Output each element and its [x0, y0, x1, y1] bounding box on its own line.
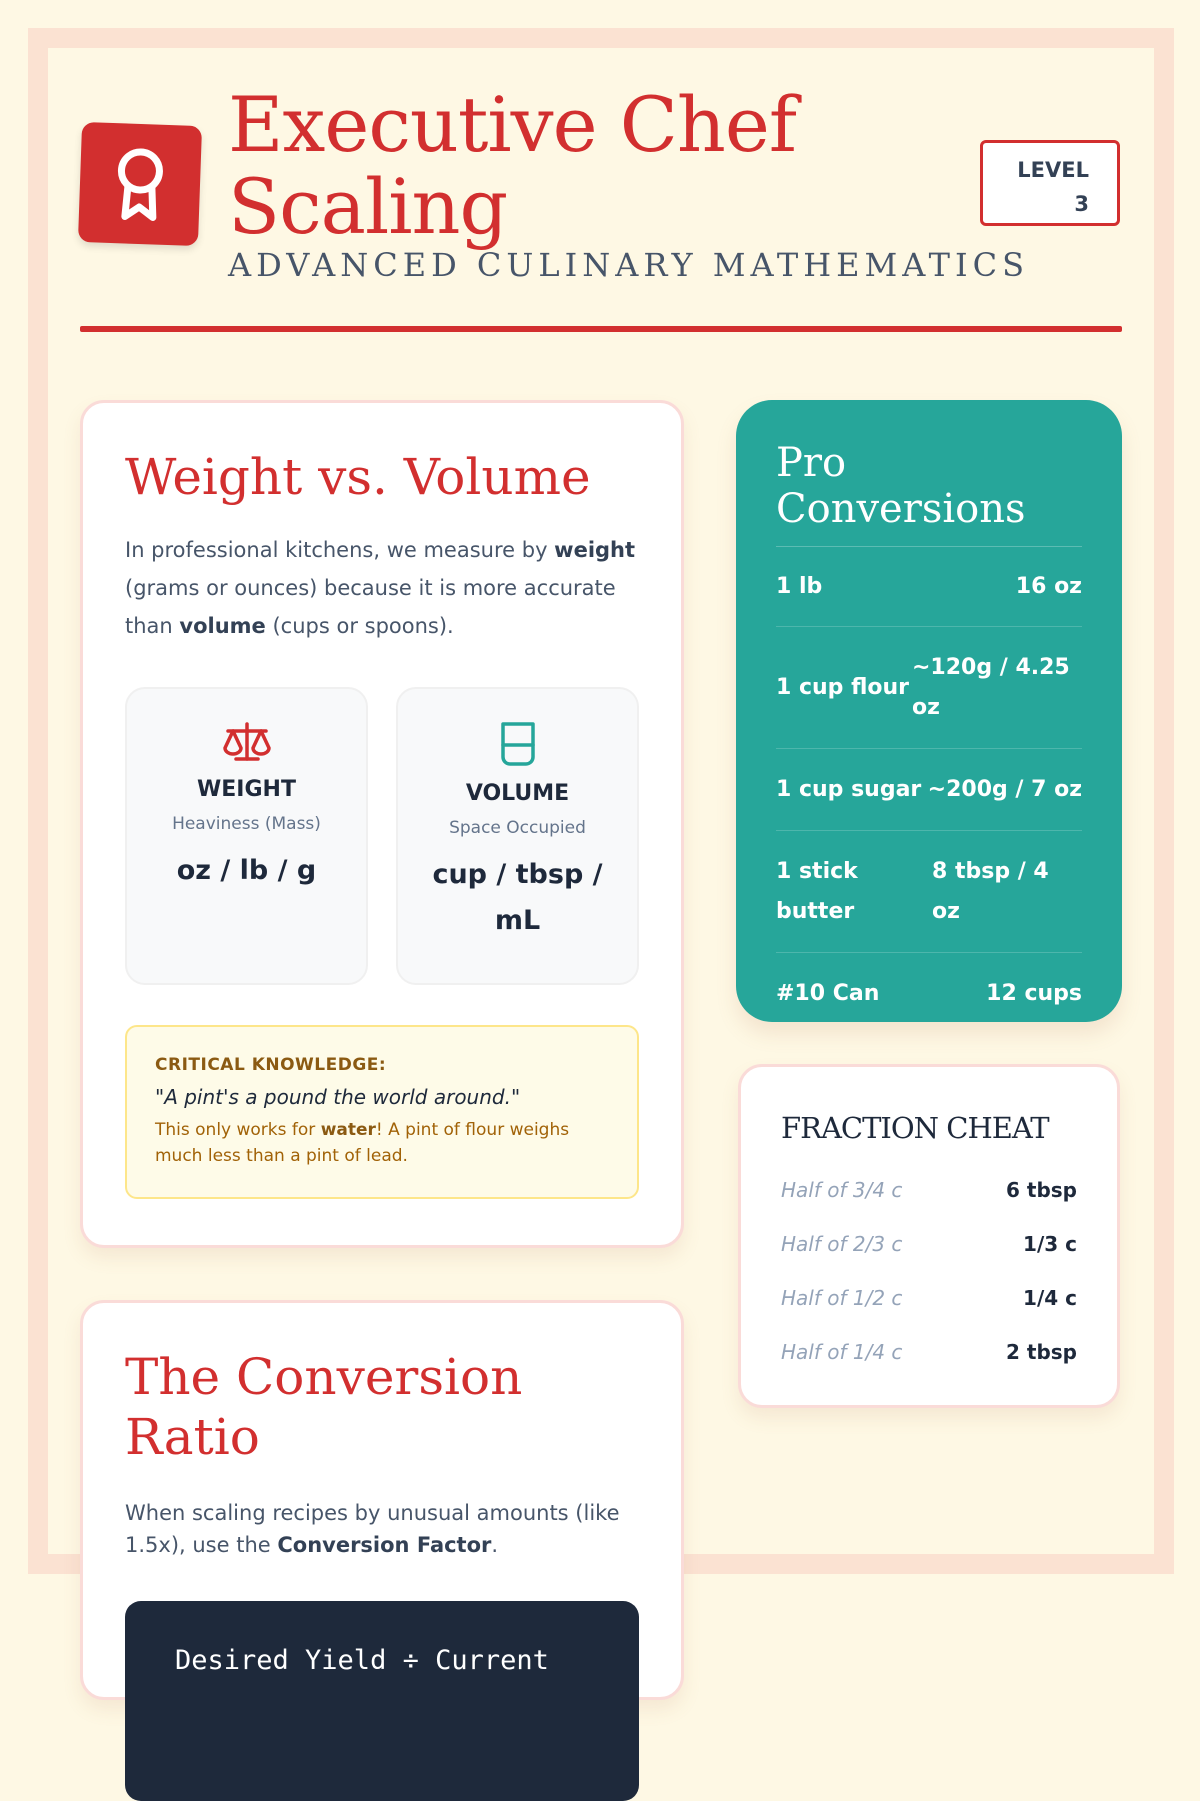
weight-volume-intro: In professional kitchens, we measure by weight (grams or ounces) because it is more accurate than volume (cups or spoons).: [125, 538, 636, 638]
weight-desc: Heaviness (Mass): [172, 814, 321, 834]
weight-panel: [125, 687, 368, 985]
conversion-row: 1 cup flour ~120g / 4.25 oz: [776, 627, 1082, 749]
page-title: Executive Chef Scaling: [228, 80, 796, 251]
pro-conversions-title: Pro Conversions: [776, 440, 1082, 547]
volume-name: VOLUME: [465, 781, 570, 806]
fraction-row: Half of 1/4 c 2 tbsp: [781, 1340, 1077, 1364]
conversion-ratio-title: The Conversion Ratio: [125, 1348, 523, 1466]
conversion-row: 1 cup sugar ~200g / 7 oz: [776, 749, 1082, 831]
fraction-cheat-card: [738, 1064, 1120, 1408]
scale-icon: [222, 721, 272, 763]
conversion-ratio-text: When scaling recipes by unusual amounts (like 1.5x), use the Conversion Factor.: [125, 1501, 620, 1557]
callout-quote: "A pint's a pound the world around.": [155, 1085, 521, 1109]
volume-units: cup / tbsp / mL: [432, 859, 603, 936]
callout-heading: CRITICAL KNOWLEDGE:: [155, 1055, 387, 1075]
measure-compare: [125, 687, 639, 985]
volume-panel: [396, 687, 639, 985]
conversion-row: 1 lb 16 oz: [776, 547, 1082, 627]
callout-note: This only works for water! A pint of flour weighs much less than a pint of lead.: [155, 1120, 570, 1166]
beaker-icon: [496, 721, 540, 767]
level-label: LEVEL: [1017, 158, 1089, 182]
volume-desc: Space Occupied: [449, 818, 586, 838]
fraction-row: Half of 2/3 c 1/3 c: [781, 1232, 1077, 1256]
conversion-row: 1 stick butter 8 tbsp / 4 oz: [776, 831, 1082, 953]
formula-text: Desired Yield ÷ Current: [175, 1645, 549, 1676]
fraction-cheat-title: FRACTION CHEAT: [781, 1111, 1049, 1145]
critical-knowledge-callout: [125, 1025, 639, 1199]
header-divider: [80, 326, 1122, 332]
weight-units: oz / lb / g: [176, 855, 317, 886]
formula-box: [125, 1601, 639, 1801]
award-ribbon-icon: [111, 144, 170, 224]
logo-badge: [78, 122, 202, 246]
pro-conversions-card: [736, 400, 1122, 1022]
weight-name: WEIGHT: [197, 777, 296, 802]
conversion-row: #10 Can 12 cups: [776, 981, 1082, 1006]
page-subtitle: ADVANCED CULINARY MATHEMATICS: [228, 246, 1030, 284]
level-value: 3: [1074, 192, 1089, 216]
conversion-ratio-card: [80, 1300, 684, 1700]
fraction-row: Half of 1/2 c 1/4 c: [781, 1286, 1077, 1310]
fraction-row: Half of 3/4 c 6 tbsp: [781, 1178, 1077, 1202]
level-badge: [980, 140, 1120, 226]
weight-volume-title: Weight vs. Volume: [125, 448, 591, 506]
weight-volume-card: [80, 400, 684, 1248]
